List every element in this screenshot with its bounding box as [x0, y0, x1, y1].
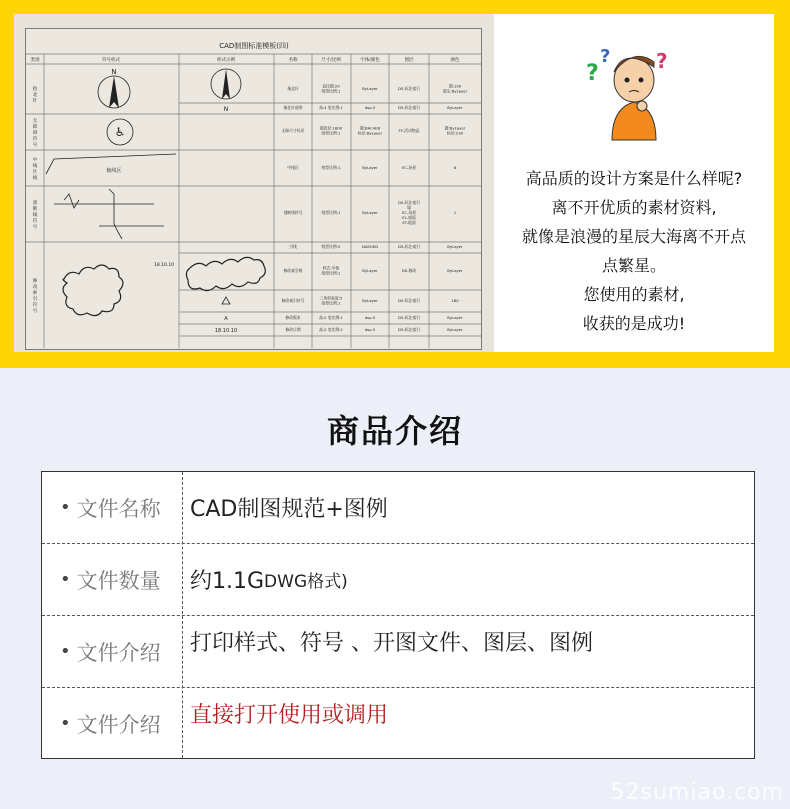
- row-label: • 文件数量: [60, 568, 161, 593]
- cad-row-size: 高:4 宽比例:1: [319, 105, 343, 110]
- cad-row-layer: FF-活动物品: [398, 128, 420, 133]
- cad-category-label: 碍: [32, 131, 38, 136]
- cad-row-size: 线型比例:1: [321, 210, 341, 215]
- cad-row-font: ByLayer: [362, 268, 378, 273]
- cad-header-cell: 样式示例: [217, 58, 235, 63]
- quote-text: [494, 164, 774, 338]
- cad-row-size: 直径圆:20: [322, 83, 340, 89]
- cad-category-label: 符: [32, 219, 38, 224]
- cad-row-name: 指北针: [287, 86, 299, 91]
- cad-category-label: 符: [32, 137, 38, 142]
- row-value: CAD制图规范+图例: [190, 497, 388, 522]
- break-line-symbol: [54, 189, 164, 239]
- cad-row-color: 标识:230: [446, 130, 464, 136]
- cad-row-color: ByLayer: [447, 268, 463, 273]
- svg-text:?: ?: [656, 49, 668, 73]
- cad-row-color: 圆:190: [448, 83, 462, 89]
- quote-line: 就像是浪漫的星辰大海离不开点: [521, 227, 746, 246]
- table-row: [42, 472, 754, 543]
- quote-line: 离不开优质的素材资料,: [551, 198, 717, 217]
- svg-text:♿: ♿: [114, 125, 126, 139]
- cad-row-layer: DS-标注索引: [398, 86, 420, 91]
- cad-row-name: 中线区: [287, 165, 299, 170]
- table-row: [42, 688, 754, 759]
- cad-row-name: 指北针说明: [283, 105, 303, 110]
- cad-row-layer: DS-标注索引: [398, 327, 420, 332]
- cad-row-layer: DS-标注索引: [398, 200, 420, 205]
- cad-row-size: 三角形高度:5: [319, 295, 343, 301]
- date-label: 18.10.10: [214, 328, 238, 334]
- quote-line: 您使用的素材,: [583, 285, 685, 304]
- cad-header-cell: 类别: [30, 58, 40, 63]
- cad-row-font: dsp-5: [364, 315, 376, 320]
- cad-row-size: 高:2 宽比例:1: [319, 327, 343, 332]
- cad-row-layer: DS-标注索引: [398, 105, 420, 110]
- cad-row-size: 圆直径:1800: [319, 125, 343, 131]
- cad-category-label: 改: [32, 285, 38, 290]
- cad-row-font: 标识:ByLayer: [357, 130, 383, 136]
- cad-row-color: ByLayer: [447, 315, 463, 320]
- cad-header-cell: 名称: [288, 58, 298, 63]
- cad-row-name: 剖断线符号: [283, 210, 303, 215]
- thinking-person-illustration: [584, 32, 684, 142]
- cad-row-name: 修改索引框: [283, 268, 303, 273]
- cad-row-size: 线型比例:1: [321, 300, 341, 306]
- cad-category-label: 针: [32, 99, 38, 104]
- revision-triangle: [222, 297, 230, 304]
- table-row: [42, 616, 754, 687]
- row-value: 直接打开使用或调用: [190, 703, 389, 728]
- cad-row-layer: EC-场景: [401, 210, 417, 215]
- cad-sheet-title: CAD制图标准模板(四): [219, 42, 289, 50]
- cad-category-label: 修: [32, 279, 38, 284]
- version-label: A: [224, 316, 228, 322]
- cad-category-label: 断: [32, 207, 38, 212]
- cad-row-layer: ET-地面: [402, 220, 416, 225]
- cad-header-cell: 颜色: [450, 58, 460, 63]
- cad-row-font: ByLayer: [362, 298, 378, 303]
- cad-row-color: 8: [453, 165, 457, 170]
- cad-row-font: DASHED: [361, 244, 379, 249]
- cad-row-color: 1: [453, 210, 457, 215]
- cad-category-label: 线: [32, 164, 38, 169]
- row-label: • 文件名称: [60, 496, 161, 521]
- quote-panel: [494, 14, 774, 352]
- cad-row-layer: 墙: [407, 205, 411, 210]
- cad-row-color: ByLayer: [447, 105, 463, 110]
- cad-category-label: 剖: [32, 201, 38, 206]
- cad-row-color: ByLayer: [447, 244, 463, 249]
- cad-row-size: 线型比例:1: [321, 88, 341, 94]
- cad-row-font: 圆:BAC4E8: [359, 125, 381, 131]
- cad-row-name: 无障尺寸标识: [281, 128, 305, 133]
- cad-row-name: 修改日期: [285, 327, 301, 332]
- north-letter-example: N: [223, 106, 229, 113]
- cad-row-size: 线型比例:1: [321, 130, 341, 136]
- cad-row-layer: DS-标注索引: [398, 298, 420, 303]
- cad-header-cell: 符号样式: [102, 58, 120, 63]
- cad-category-label: 区: [32, 170, 38, 175]
- cad-row-font: ByLayer: [362, 86, 378, 91]
- cad-category-label: 中: [32, 158, 38, 163]
- cad-row-layer: EC-场景: [401, 165, 417, 170]
- cad-row-font: dsp-5: [364, 105, 376, 110]
- cad-header-cell: 尺寸/比例: [321, 58, 341, 63]
- cad-category-label: 号: [32, 309, 38, 314]
- row-label: • 文件介绍: [60, 640, 161, 665]
- row-value: 约1.1G DWG格式): [190, 569, 348, 594]
- svg-text:?: ?: [586, 61, 599, 86]
- cad-row-layer: DS-标注索引: [398, 244, 420, 249]
- cad-header-cell: 图层: [404, 58, 414, 63]
- quote-line: 收获的是成功!: [582, 314, 686, 333]
- cad-category-label: 无: [32, 119, 38, 124]
- cad-row-color: 箭头:ByLayer: [442, 88, 468, 94]
- cad-category-label: 引: [32, 297, 38, 302]
- revision-cloud-symbol: [63, 265, 123, 316]
- cad-header-cell: 字体/颜色: [360, 58, 380, 63]
- cad-row-color: ByLayer: [447, 327, 463, 332]
- cad-row-name: 修改索引符号: [281, 298, 305, 303]
- cad-row-layer: DS-修改: [401, 268, 417, 273]
- cad-row-size: 样式:平格: [322, 265, 340, 271]
- section-title: 商品介绍: [326, 412, 463, 450]
- product-info-table: [41, 471, 755, 759]
- cad-category-label: 号: [32, 225, 38, 230]
- watermark: 52sumiao.com: [610, 780, 784, 805]
- cad-row-font: ByLayer: [362, 165, 378, 170]
- cad-row-name: 引线: [289, 244, 297, 249]
- cad-row-name: 修改版本: [285, 315, 301, 320]
- cad-category-label: 障: [32, 125, 38, 130]
- cad-sheet-drawing: [14, 14, 494, 352]
- cad-category-label: 北: [32, 93, 38, 98]
- cad-row-size: 线型比例:1: [321, 165, 341, 170]
- row-value: 打印样式、符号 、开图文件、图层、图例: [190, 631, 593, 656]
- cad-category-label: 索: [32, 291, 38, 296]
- cad-row-size: 线型比例:5: [321, 244, 341, 249]
- cad-row-color: 180: [451, 298, 459, 303]
- cad-row-font: dsp-5: [364, 327, 376, 332]
- cad-row-font: ByLayer: [362, 210, 378, 215]
- cad-row-size: 高:2 宽比例:1: [319, 315, 343, 320]
- quote-line: 高品质的设计方案是什么样呢?: [525, 169, 743, 188]
- zone-label: 轴线区: [106, 168, 122, 174]
- cad-category-label: 线: [32, 213, 38, 218]
- svg-text:?: ?: [600, 46, 611, 67]
- cad-row-size: 线型比例:1: [321, 270, 341, 276]
- cad-row-color: 圆:ByLayer: [444, 125, 466, 131]
- row-label: • 文件介绍: [60, 712, 161, 737]
- cloud-tag: 18.10.10: [154, 263, 175, 268]
- cad-row-layer: DS-标注索引: [398, 315, 420, 320]
- table-row: [42, 544, 754, 615]
- cad-category-label: 号: [32, 143, 38, 148]
- cad-row-layer: EL-墙面: [402, 215, 416, 220]
- quote-line: 点繁星。: [601, 256, 666, 275]
- cad-category-label: 符: [32, 303, 38, 308]
- north-letter: N: [111, 68, 117, 76]
- cad-template-preview: [14, 14, 494, 352]
- revision-cloud-example: [186, 257, 265, 290]
- cad-category-label: 线: [32, 176, 38, 181]
- cad-category-label: 指: [32, 87, 38, 92]
